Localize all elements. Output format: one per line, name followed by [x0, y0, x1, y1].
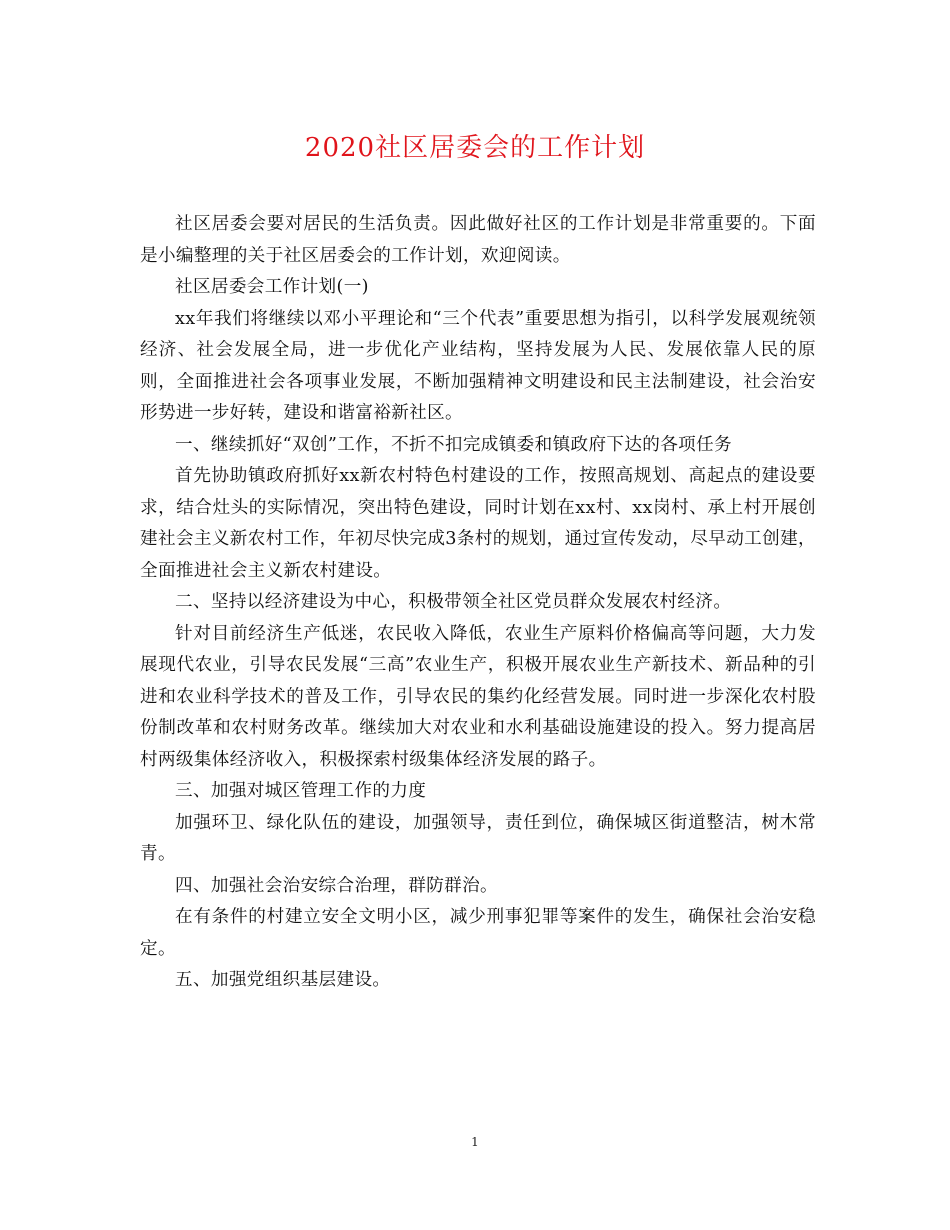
section-heading-plan-1: 社区居委会工作计划(一) — [175, 277, 369, 297]
paragraph-section-2: 针对目前经济生产低迷，农民收入降低，农业生产原料价格偏高等问题，大力发展现代农业，引导农民发展“三高”农业生产，积极开展农业生产新技术、新品种的引进和农业科学技术的普及工作，引导农民的集约化经营发展。同时进一步深化农村股份制改革和农村财务改革。继续加大对农业和水利基础设施建设的投入。努力提高居村两级集体经济收入，积极探索村级集体经济发展的路子。 — [140, 623, 816, 770]
paragraph-intro: 社区居委会要对居民的生活负责。因此做好社区的工作计划是非常重要的。下面是小编整理的关于社区居委会的工作计划，欢迎阅读。 — [140, 214, 816, 266]
section-heading-4: 四、加强社会治安综合治理，群防群治。 — [175, 875, 498, 896]
page-number: 1 — [471, 1135, 479, 1149]
paragraph-section-3: 加强环卫、绿化队伍的建设，加强领导，责任到位，确保城区街道整洁，树木常青。 — [140, 812, 816, 864]
paragraph-overview: xx年我们将继续以邓小平理论和“三个代表”重要思想为指引，以科学发展观统领经济、社会发展全局，进一步优化产业结构，坚持发展为人民、发展依靠人民的原则，全面推进社会各项事业发展，不断加强精神文明建设和民主法制建设，社会治安形势进一步好转，建设和谐富裕新社区。 — [140, 308, 816, 423]
section-heading-5: 五、加强党组织基层建设。 — [175, 970, 391, 990]
section-heading-2: 二、坚持以经济建设为中心，积极带领全社区党员群众发展农村经济。 — [175, 592, 732, 612]
document-body — [140, 209, 816, 997]
document-title: 2020社区居委会的工作计划 — [304, 133, 646, 163]
paragraph-section-1: 首先协助镇政府抓好xx新农村特色村建设的工作，按照高规划、高起点的建设要求，结合灶头的实际情况，突出特色建设，同时计划在xx村、xx岗村、承上村开展创建社会主义新农村工作，年初尽快完成3条村的规划，通过宣传发动，尽早动工创建，全面推进社会主义新农村建设。 — [140, 466, 816, 581]
section-heading-1: 一、继续抓好“双创”工作，不折不扣完成镇委和镇政府下达的各项任务 — [175, 434, 733, 455]
section-heading-3: 三、加强对城区管理工作的力度 — [175, 781, 427, 801]
paragraph-section-4: 在有条件的村建立安全文明小区，减少刑事犯罪等案件的发生，确保社会治安稳定。 — [140, 907, 816, 959]
